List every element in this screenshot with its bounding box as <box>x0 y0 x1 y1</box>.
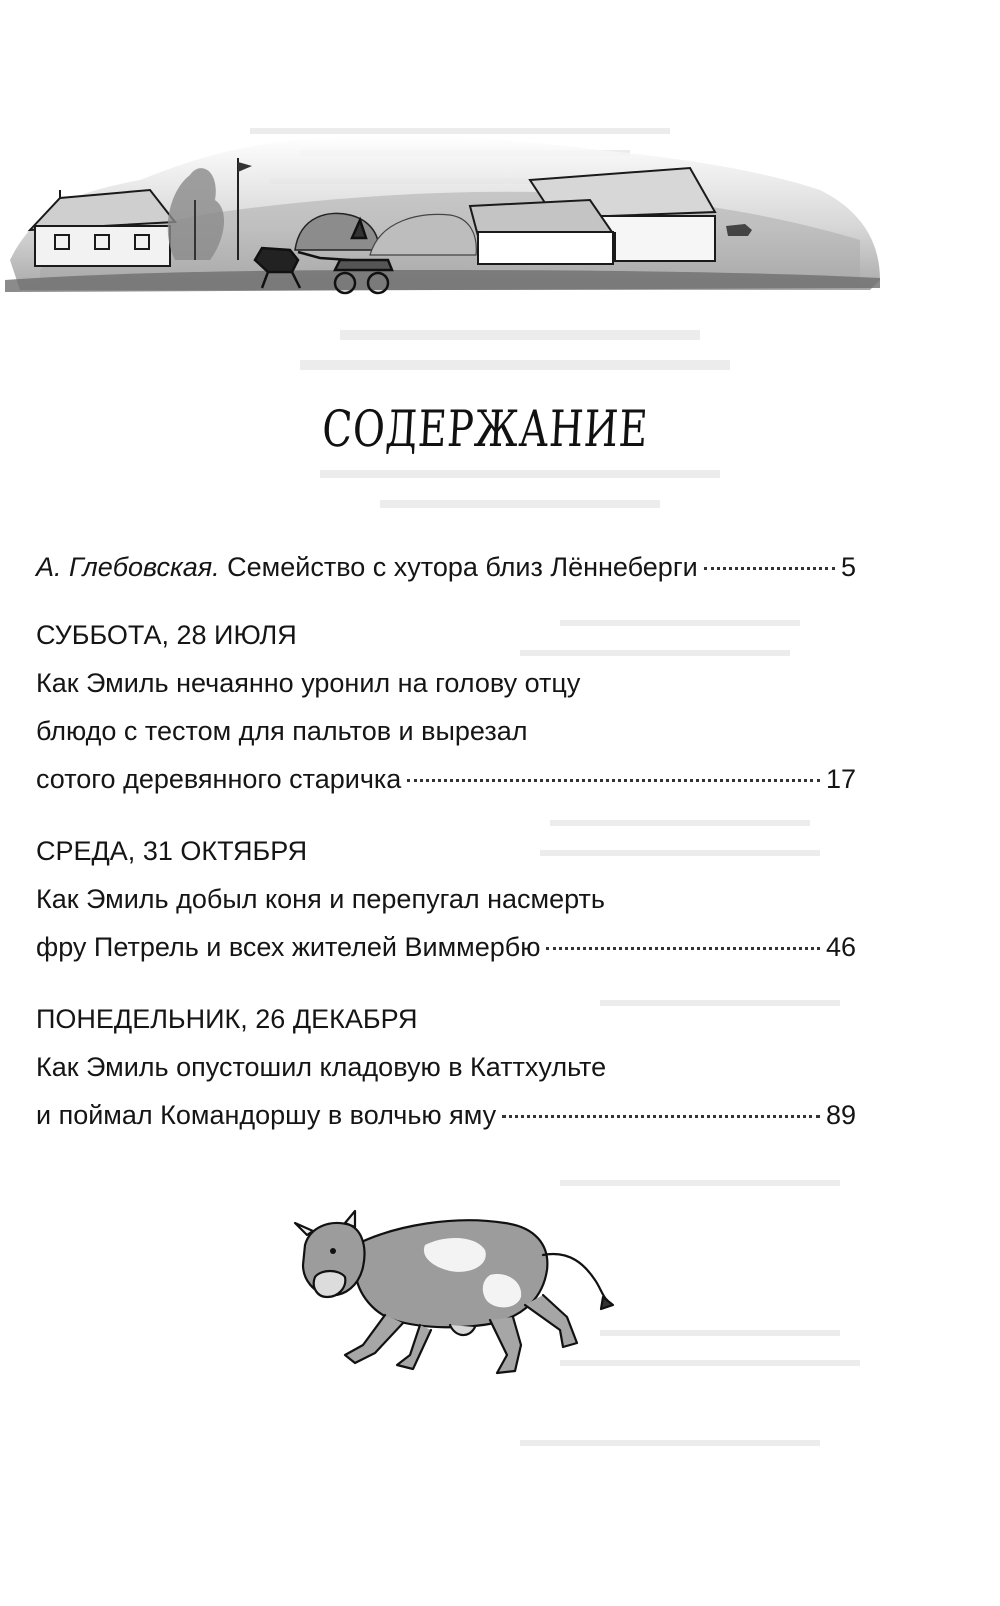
page-number: 46 <box>825 932 856 962</box>
page-number: 5 <box>840 552 856 582</box>
toc-line: Как Эмиль добыл коня и перепугал насмерть <box>36 884 605 914</box>
cow-illustration <box>285 1205 615 1380</box>
toc-entry-intro[interactable] <box>36 543 856 591</box>
toc-author: А. Глебовская. <box>36 552 220 582</box>
toc-line: Как Эмиль опустошил кладовую в Каттхульте <box>36 1052 607 1082</box>
toc-line: фру Петрель и всех жителей Виммербю <box>36 932 541 962</box>
section-date: СУББОТА, 28 ИЮЛЯ <box>36 620 297 650</box>
table-of-contents <box>36 543 856 1139</box>
toc-line: Как Эмиль нечаянно уронил на голову отцу <box>36 668 581 698</box>
toc-line: сотого деревянного старичка <box>36 764 402 794</box>
section-date: СРЕДА, 31 ОКТЯБРЯ <box>36 836 308 866</box>
toc-entry-chapter-1[interactable] <box>36 755 856 803</box>
toc-line: и поймал Командоршу в волчью яму <box>36 1100 497 1130</box>
toc-title: Семейство с хутора близ Лённеберги <box>227 552 698 582</box>
section-date: ПОНЕДЕЛЬНИК, 26 ДЕКАБРЯ <box>36 1004 418 1034</box>
dot-leader <box>704 567 835 570</box>
page-number: 17 <box>825 764 856 794</box>
toc-entry-text <box>36 543 698 591</box>
page-number: 89 <box>825 1100 856 1130</box>
toc-line: блюдо с тестом для пальтов и вырезал <box>36 716 528 746</box>
page-title: СОДЕРЖАНИЕ <box>320 400 650 458</box>
dot-leader <box>407 779 820 782</box>
dot-leader <box>546 947 819 950</box>
farm-landscape-illustration <box>0 120 1000 320</box>
dot-leader <box>502 1115 820 1118</box>
toc-entry-chapter-2[interactable] <box>36 923 856 971</box>
toc-entry-chapter-3[interactable] <box>36 1091 856 1139</box>
